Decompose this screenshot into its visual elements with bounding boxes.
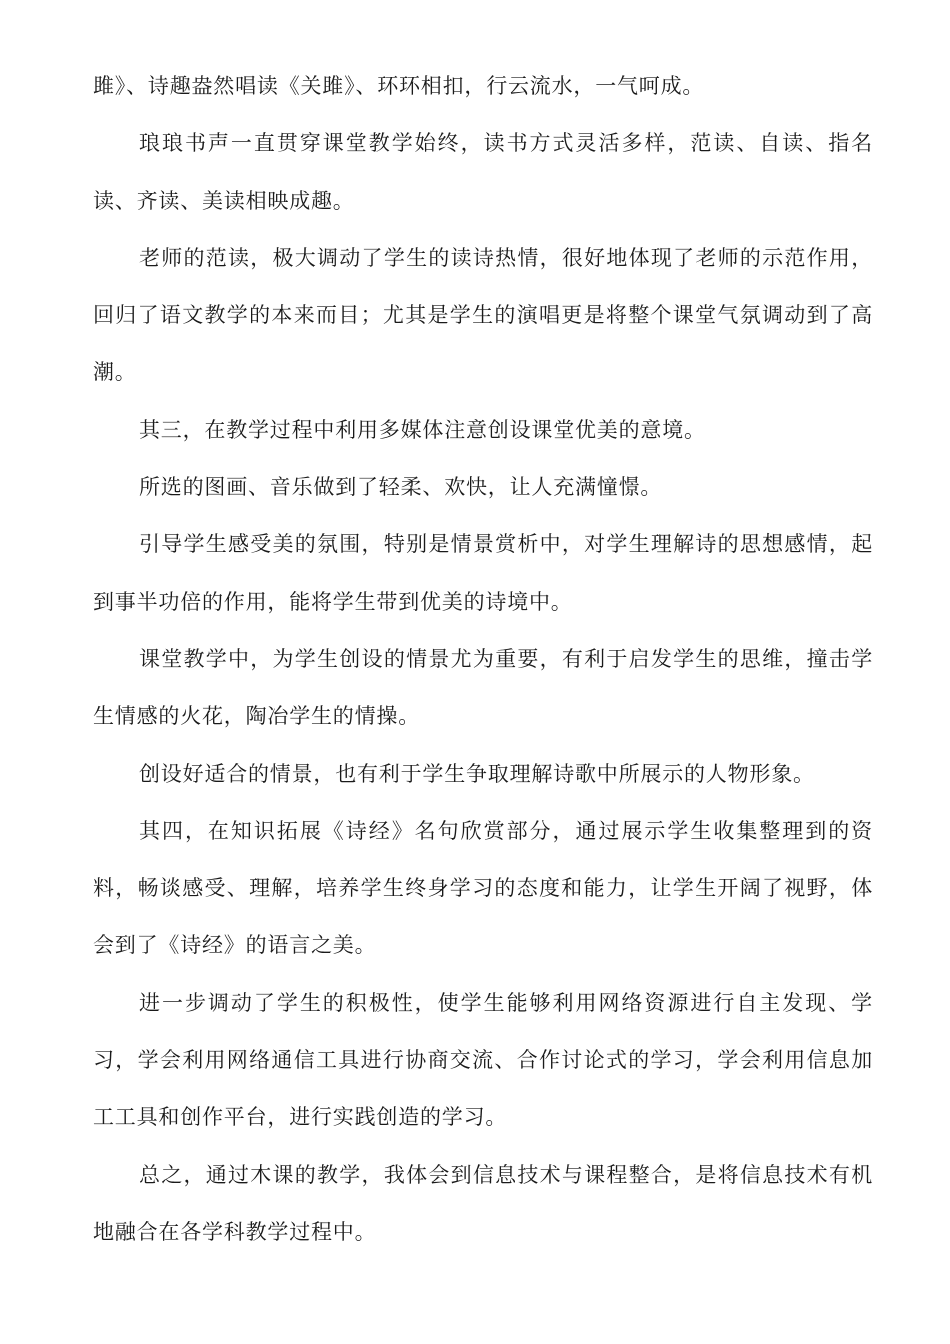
document-body xyxy=(93,58,873,1261)
paragraph-4: 其三，在教学过程中利用多媒体注意创设课堂优美的意境。 xyxy=(139,417,706,442)
paragraph-3: 老师的范读，极大调动了学生的读诗热情，很好地体现了老师的示范作用，回归了语文教学的本来而目；尤其是学生的演唱更是将整个课堂气氛调动到了高潮。 xyxy=(93,245,873,385)
paragraph-5: 所选的图画、音乐做到了轻柔、欢快，让人充满憧憬。 xyxy=(139,475,663,500)
paragraph-10: 进一步调动了学生的积极性，使学生能够利用网络资源进行自主发现、学习，学会利用网络通信工具进行协商交流、合作讨论式的学习，学会利用信息加工工具和创作平台，进行实践创造的学习。 xyxy=(93,990,873,1130)
paragraph-9: 其四，在知识拓展《诗经》名句欣赏部分，通过展示学生收集整理到的资料，畅谈感受、理解，培养学生终身学习的态度和能力，让学生开阔了视野，体会到了《诗经》的语言之美。 xyxy=(93,818,873,958)
paragraph-8: 创设好适合的情景，也有利于学生争取理解诗歌中所展示的人物形象。 xyxy=(139,761,815,786)
paragraph-7: 课堂教学中，为学生创设的情景尤为重要，有利于启发学生的思维，撞击学生情感的火花，陶冶学生的情操。 xyxy=(93,646,873,729)
paragraph-2: 琅琅书声一直贯穿课堂教学始终，读书方式灵活多样，范读、自读、指名读、齐读、美读相映成趣。 xyxy=(93,131,873,213)
paragraph-1: 雎》、诗趣盎然唱读《关雎》、环环相扣，行云流水，一气呵成。 xyxy=(93,74,705,98)
paragraph-11: 总之，通过木课的教学，我体会到信息技术与课程整合，是将信息技术有机地融合在各学科教学过程中。 xyxy=(93,1162,873,1244)
paragraph-6: 引导学生感受美的氛围，特别是情景赏析中，对学生理解诗的思想感情，起到事半功倍的作用，能将学生带到优美的诗境中。 xyxy=(93,532,873,614)
